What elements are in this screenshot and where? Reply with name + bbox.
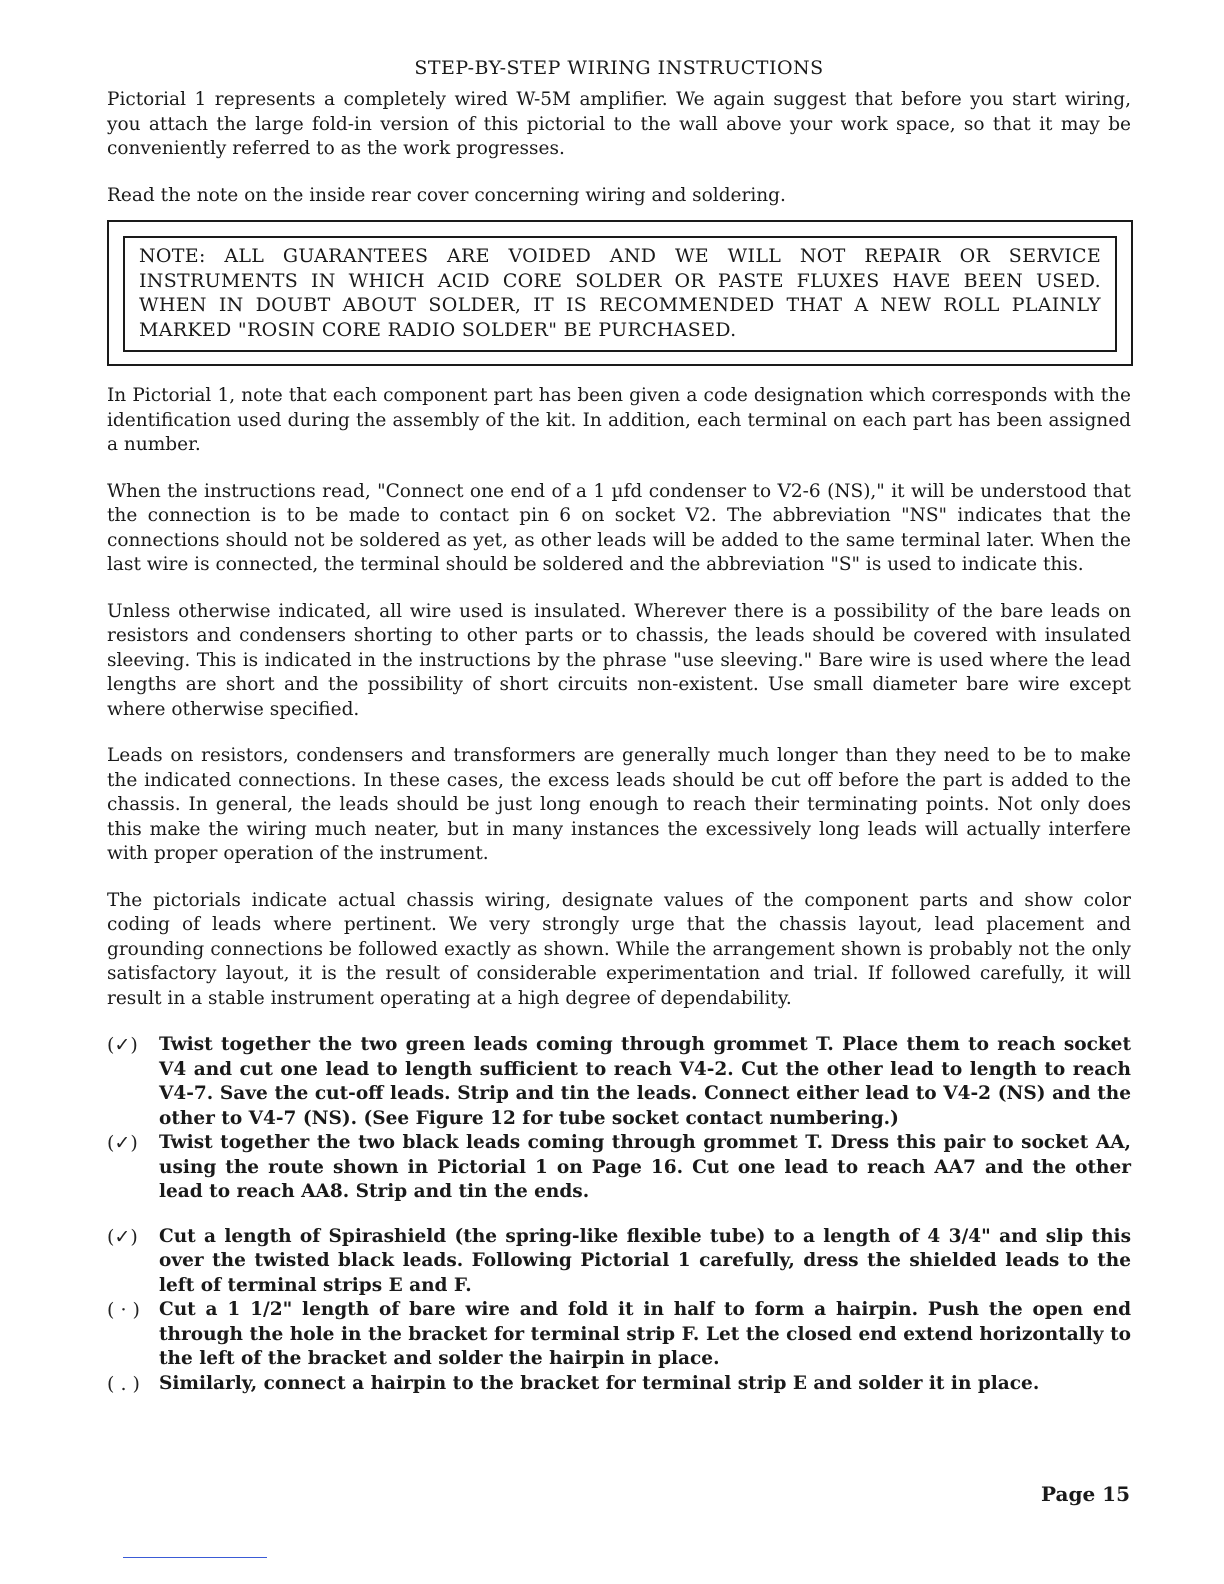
intro-paragraph-2: Read the note on the inside rear cover concerning wiring and soldering. [107, 184, 786, 206]
checkbox-mark[interactable]: ( · ) [107, 1299, 140, 1321]
paragraph-pictorials: The pictorials indicate actual chassis wiring, designate values of the component parts and show color coding of leads where pertinent. We very strongly urge that the chassis layout, lead placement and grounding connections be followed exactly as shown. While the arrangement shown is probably not the only satisfactory layout, it is the result of considerable experimentation and trial. If followed carefully, it will result in a stable instrument operating at a high degree of dependability. [107, 889, 1131, 1009]
step-item [107, 1033, 1131, 1131]
step-item [107, 1372, 1131, 1397]
checkbox-mark[interactable]: (✓) [107, 1132, 138, 1154]
solder-note: NOTE: ALL GUARANTEES ARE VOIDED AND WE WILL NOT REPAIR OR SERVICE INSTRUMENTS IN WHICH ACID CORE SOLDER OR PASTE FLUXES HAVE BEEN USED. WHEN IN DOUBT ABOUT SOLDER, IT IS RECOMMENDED THAT A NEW ROLL PLAINLY MARKED "ROSIN CORE RADIO SOLDER" BE PURCHASED. [123, 236, 1117, 352]
step-text: Cut a length of Spirashield (the spring-like flexible tube) to a length of 4 3/4" and slip this over the twisted black leads. Following Pictorial 1 carefully, dress the shielded leads to the left of terminal strips E and F. [159, 1225, 1131, 1296]
paragraph-code-designation: In Pictorial 1, note that each component part has been given a code designation which corresponds with the identification used during the assembly of the kit. In addition, each terminal on each part has been assigned a number. [107, 385, 1131, 455]
document-page [107, 56, 1131, 1396]
step-item [107, 1298, 1131, 1372]
step-text: Twist together the two green leads coming through grommet T. Place them to reach socket V4 and cut one lead to length sufficient to reach V4-2. Cut the other lead to length to reach V4-7. Save the cut-off leads. Strip and tin the leads. Connect either lead to V4-2 (NS) and the other to V4-7 (NS). (See Figure 12 for tube socket contact numbering.) [159, 1034, 1131, 1129]
step-list [107, 1033, 1131, 1396]
paragraph-ns-abbreviation: When the instructions read, "Connect one end of a 1 µfd condenser to V2-6 (NS)," it will be understood that the connection is to be made to contact pin 6 on socket V2. The abbreviation "NS" indicates that the connections should not be soldered as yet, as other leads will be added to the same terminal later. When the last wire is connected, the terminal should be soldered and the abbreviation "S" is used to indicate this. [107, 480, 1131, 575]
checkbox-mark[interactable]: ( . ) [107, 1372, 140, 1395]
paragraph-insulated-wire: Unless otherwise indicated, all wire used is insulated. Wherever there is a possibility of the bare leads on resistors and condensers shorting to other parts or to chassis, the leads should be covered with insulated sleeving. This is indicated in the instructions by the phrase "use sleeving." Bare wire is used where the lead lengths are short and the possibility of short circuits non-existent. Use small diameter bare wire except where otherwise specified. [107, 600, 1131, 720]
step-text: Cut a 1 1/2" length of bare wire and fold it in half to form a hairpin. Push the open end through the hole in the bracket for terminal strip F. Let the closed end extend horizontally to the left of the bracket and solder the hairpin in place. [159, 1299, 1131, 1369]
step-item [107, 1131, 1131, 1205]
page-title: STEP-BY-STEP WIRING INSTRUCTIONS [414, 57, 824, 79]
footer-divider [123, 1557, 267, 1558]
step-text: Similarly, connect a hairpin to the bracket for terminal strip E and solder it in place. [159, 1372, 1040, 1394]
intro-paragraph-1: Pictorial 1 represents a completely wired W-5M amplifier. We again suggest that before you start wiring, you attach the large fold-in version of this pictorial to the wall above your work space, so that it may be conveniently referred to as the work progresses. [107, 89, 1131, 159]
checkbox-mark[interactable]: (✓) [107, 1225, 138, 1248]
step-item [107, 1225, 1131, 1299]
checkbox-mark[interactable]: (✓) [107, 1034, 138, 1056]
page-number: Page 15 [1041, 1482, 1130, 1506]
note-box-outer [107, 220, 1133, 366]
step-text: Twist together the two black leads coming through grommet T. Dress this pair to socket AA, using the route shown in Pictorial 1 on Page 16. Cut one lead to reach AA7 and the other lead to reach AA8. Strip and tin the ends. [159, 1132, 1131, 1202]
paragraph-lead-length: Leads on resistors, condensers and transformers are generally much longer than they need to be to make the indicated connections. In these cases, the excess leads should be cut off before the part is added to the chassis. In general, the leads should be just long enough to reach their terminating points. Not only does this make the wiring much neater, but in many instances the excessively long leads will actually interfere with proper operation of the instrument. [107, 745, 1131, 864]
